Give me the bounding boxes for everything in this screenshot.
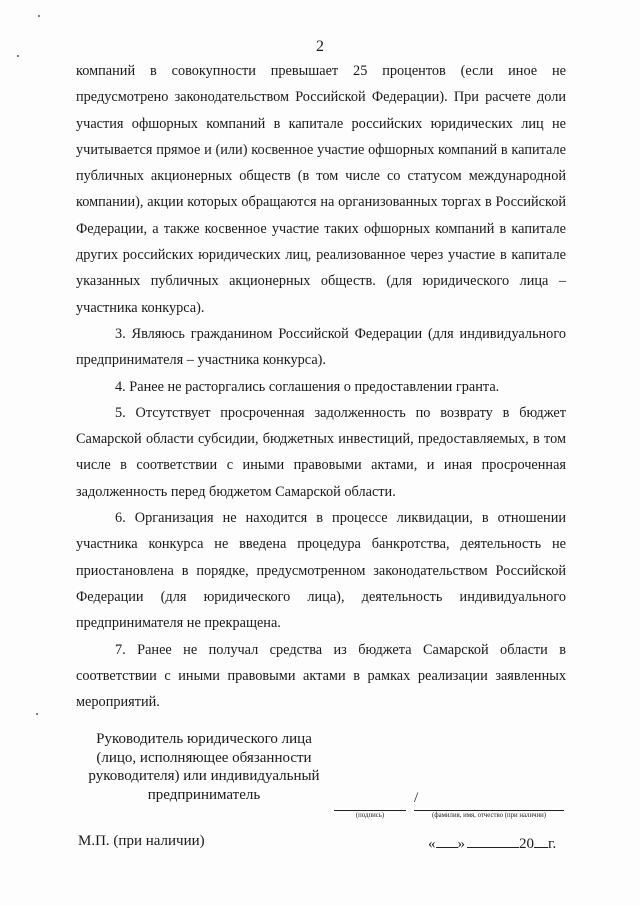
stamp-label: М.П. (при наличии) <box>78 833 205 849</box>
paragraph-item-6: 6. Организация не находится в процессе ликвидации, в отношении участника конкурса не введена процедура банкротства, деятельность не приостановлена в порядке, предусмотренном законодательством Российской Федерации (для юридического лица), деятельность индивидуального предпринимателя не прекращена. <box>76 510 566 632</box>
document-body <box>76 58 566 715</box>
paragraph-item-7: 7. Ранее не получал средства из бюджета Самарской области в соответствии с иными правовыми актами в рамках реализации заявленных мероприятий. <box>76 641 566 711</box>
date-open-quote: « <box>428 836 436 852</box>
date-close-quote: » <box>457 836 465 852</box>
page-number: 2 <box>316 38 324 55</box>
year-suffix: г. <box>548 836 557 852</box>
signatory-role-label: Руководитель юридического лица (лицо, исполняющее обязанности руководителя) или индивидуальный предприниматель <box>88 731 320 803</box>
year-blank <box>534 833 548 848</box>
scan-speck <box>38 15 40 17</box>
full-name-caption: (фамилия, имя, отчество (при наличии) <box>431 812 547 819</box>
scan-speck <box>36 713 38 715</box>
signature-separator: / <box>414 790 419 806</box>
paragraph-item-4: 4. Ранее не расторгались соглашения о предоставлении гранта. <box>115 378 500 395</box>
year-prefix: 20 <box>519 836 534 852</box>
month-blank <box>467 833 519 848</box>
day-blank <box>436 833 458 848</box>
paragraph-item-5: 5. Отсутствует просроченная задолженность по возврату в бюджет Самарской области субсидии, бюджетных инвестиций, предоставляемых, в том числе в соответствии с иными правовыми актами, и иная просроченная задолженность перед бюджетом Самарской области. <box>76 404 566 500</box>
signature-caption: (подпись) <box>355 812 385 819</box>
paragraph-continuation: компаний в совокупности превышает 25 процентов (если иное не предусмотрено законодательством Российской Федерации). При расчете доли участия офшорных компаний в капитале российских юридических лиц не учитывается прямое и (или) косвенное участие офшорных компаний в капитале публичных акционерных обществ (в том числе со статусом международной компании), акции которых обращаются на организованных торгах в Российской Федерации, а также косвенное участие таких офшорных компаний в капитале других российских юридических лиц, реализованное через участие в капитале указанных публичных акционерных обществ. (для юридического лица – участника конкурса). <box>76 63 566 316</box>
date-field <box>428 833 556 853</box>
scan-speck <box>17 55 19 57</box>
paragraph-item-3: 3. Являюсь гражданином Российской Федерации (для индивидуального предпринимателя – участника конкурса). <box>76 325 566 369</box>
